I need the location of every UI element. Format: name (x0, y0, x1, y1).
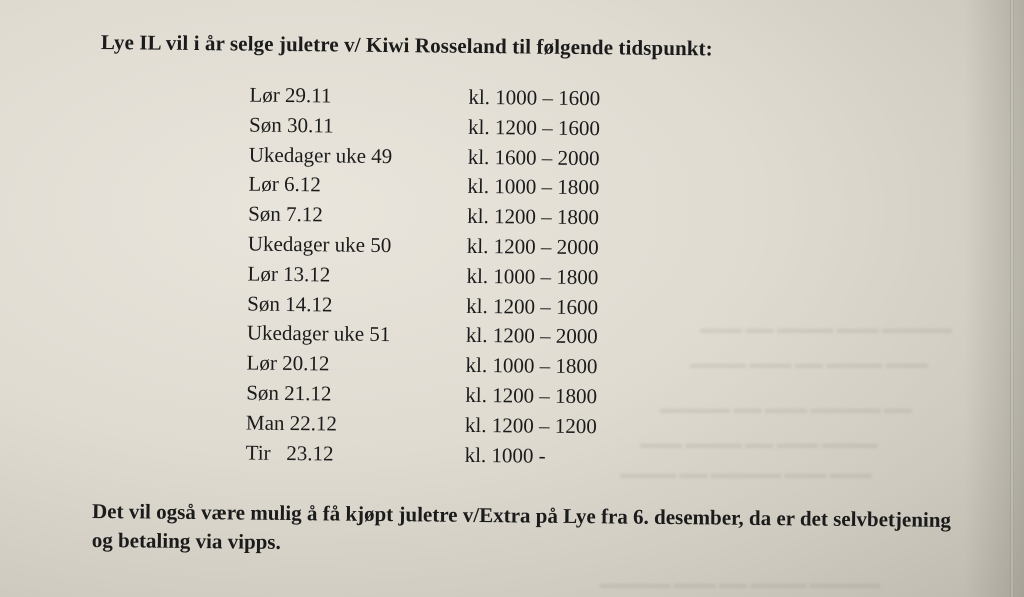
schedule-day: Lør 29.11 (249, 82, 332, 108)
schedule-time: kl. 1000 – 1800 (467, 174, 600, 200)
schedule-row (248, 200, 628, 234)
schedule-time: kl. 1200 – 2000 (465, 323, 598, 349)
bleed-through-text: ▬▬▬▬ ▬▬▬ ▬▬ ▬▬▬▬ ▬▬▬ (690, 357, 928, 372)
schedule-day: Søn 7.12 (248, 201, 323, 227)
schedule-row (247, 319, 627, 353)
schedule-row (246, 349, 626, 383)
sales-schedule (246, 81, 630, 472)
schedule-row (247, 289, 627, 323)
schedule-row (247, 259, 627, 293)
schedule-time: kl. 1200 – 2000 (466, 233, 599, 260)
bleed-through-text: ▬▬▬ ▬▬ ▬▬▬▬ ▬▬▬ ▬▬▬▬▬ (700, 322, 952, 337)
schedule-day: Søn 21.12 (246, 380, 332, 406)
schedule-row (246, 408, 626, 442)
schedule-day: Man 22.12 (245, 410, 338, 436)
schedule-time: kl. 1000 - (464, 442, 546, 468)
notice-footer: Det vil også være mulig å få kjøpt juletre v/Extra på Lye fra 6. desember, da er det selvbetjening og betaling via vipps. (91, 498, 952, 554)
schedule-day: Lør 20.12 (246, 350, 330, 376)
bleed-through-text: ▬▬▬▬ ▬▬ ▬▬▬▬▬ ▬▬▬ ▬▬▬ (620, 467, 872, 482)
schedule-time: kl. 1000 – 1800 (465, 353, 598, 379)
schedule-day: Ukedager uke 50 (247, 231, 392, 258)
schedule-time: kl. 1600 – 2000 (467, 144, 600, 170)
schedule-row (248, 170, 628, 204)
schedule-row (246, 379, 626, 413)
schedule-time: kl. 1200 – 1600 (467, 114, 601, 141)
schedule-day: Søn 30.11 (248, 112, 334, 138)
schedule-time: kl. 1200 – 1200 (464, 412, 597, 438)
schedule-row (249, 110, 629, 144)
schedule-time: kl. 1000 – 1600 (468, 84, 601, 111)
schedule-day: Lør 13.12 (247, 261, 331, 287)
schedule-row (246, 438, 626, 472)
schedule-time: kl. 1000 – 1800 (466, 263, 599, 290)
schedule-row (248, 230, 628, 264)
bleed-through-text: ▬▬▬▬▬ ▬▬▬ ▬▬ ▬▬▬▬ ▬▬▬▬▬ (600, 577, 880, 592)
schedule-time: kl. 1200 – 1800 (465, 382, 598, 409)
notice-heading: Lye IL vil i år selge juletre v/ Kiwi Rosseland til følgende tidspunkt: (100, 30, 713, 61)
schedule-row (249, 140, 629, 174)
schedule-day: Ukedager uke 51 (246, 320, 391, 347)
schedule-day: Søn 14.12 (247, 291, 333, 317)
schedule-row (249, 81, 629, 115)
schedule-time: kl. 1200 – 1600 (466, 293, 599, 319)
schedule-day: Lør 6.12 (248, 171, 321, 197)
schedule-time: kl. 1200 – 1800 (467, 204, 600, 230)
schedule-day: Tir 23.12 (245, 440, 334, 466)
schedule-day: Ukedager uke 49 (248, 142, 393, 168)
bleed-through-text: ▬▬▬ ▬▬▬▬ ▬▬ ▬▬▬ ▬▬▬▬ (640, 437, 878, 452)
bleed-through-text: ▬▬▬▬▬ ▬▬ ▬▬▬ ▬▬▬▬▬ ▬▬ (660, 402, 912, 417)
